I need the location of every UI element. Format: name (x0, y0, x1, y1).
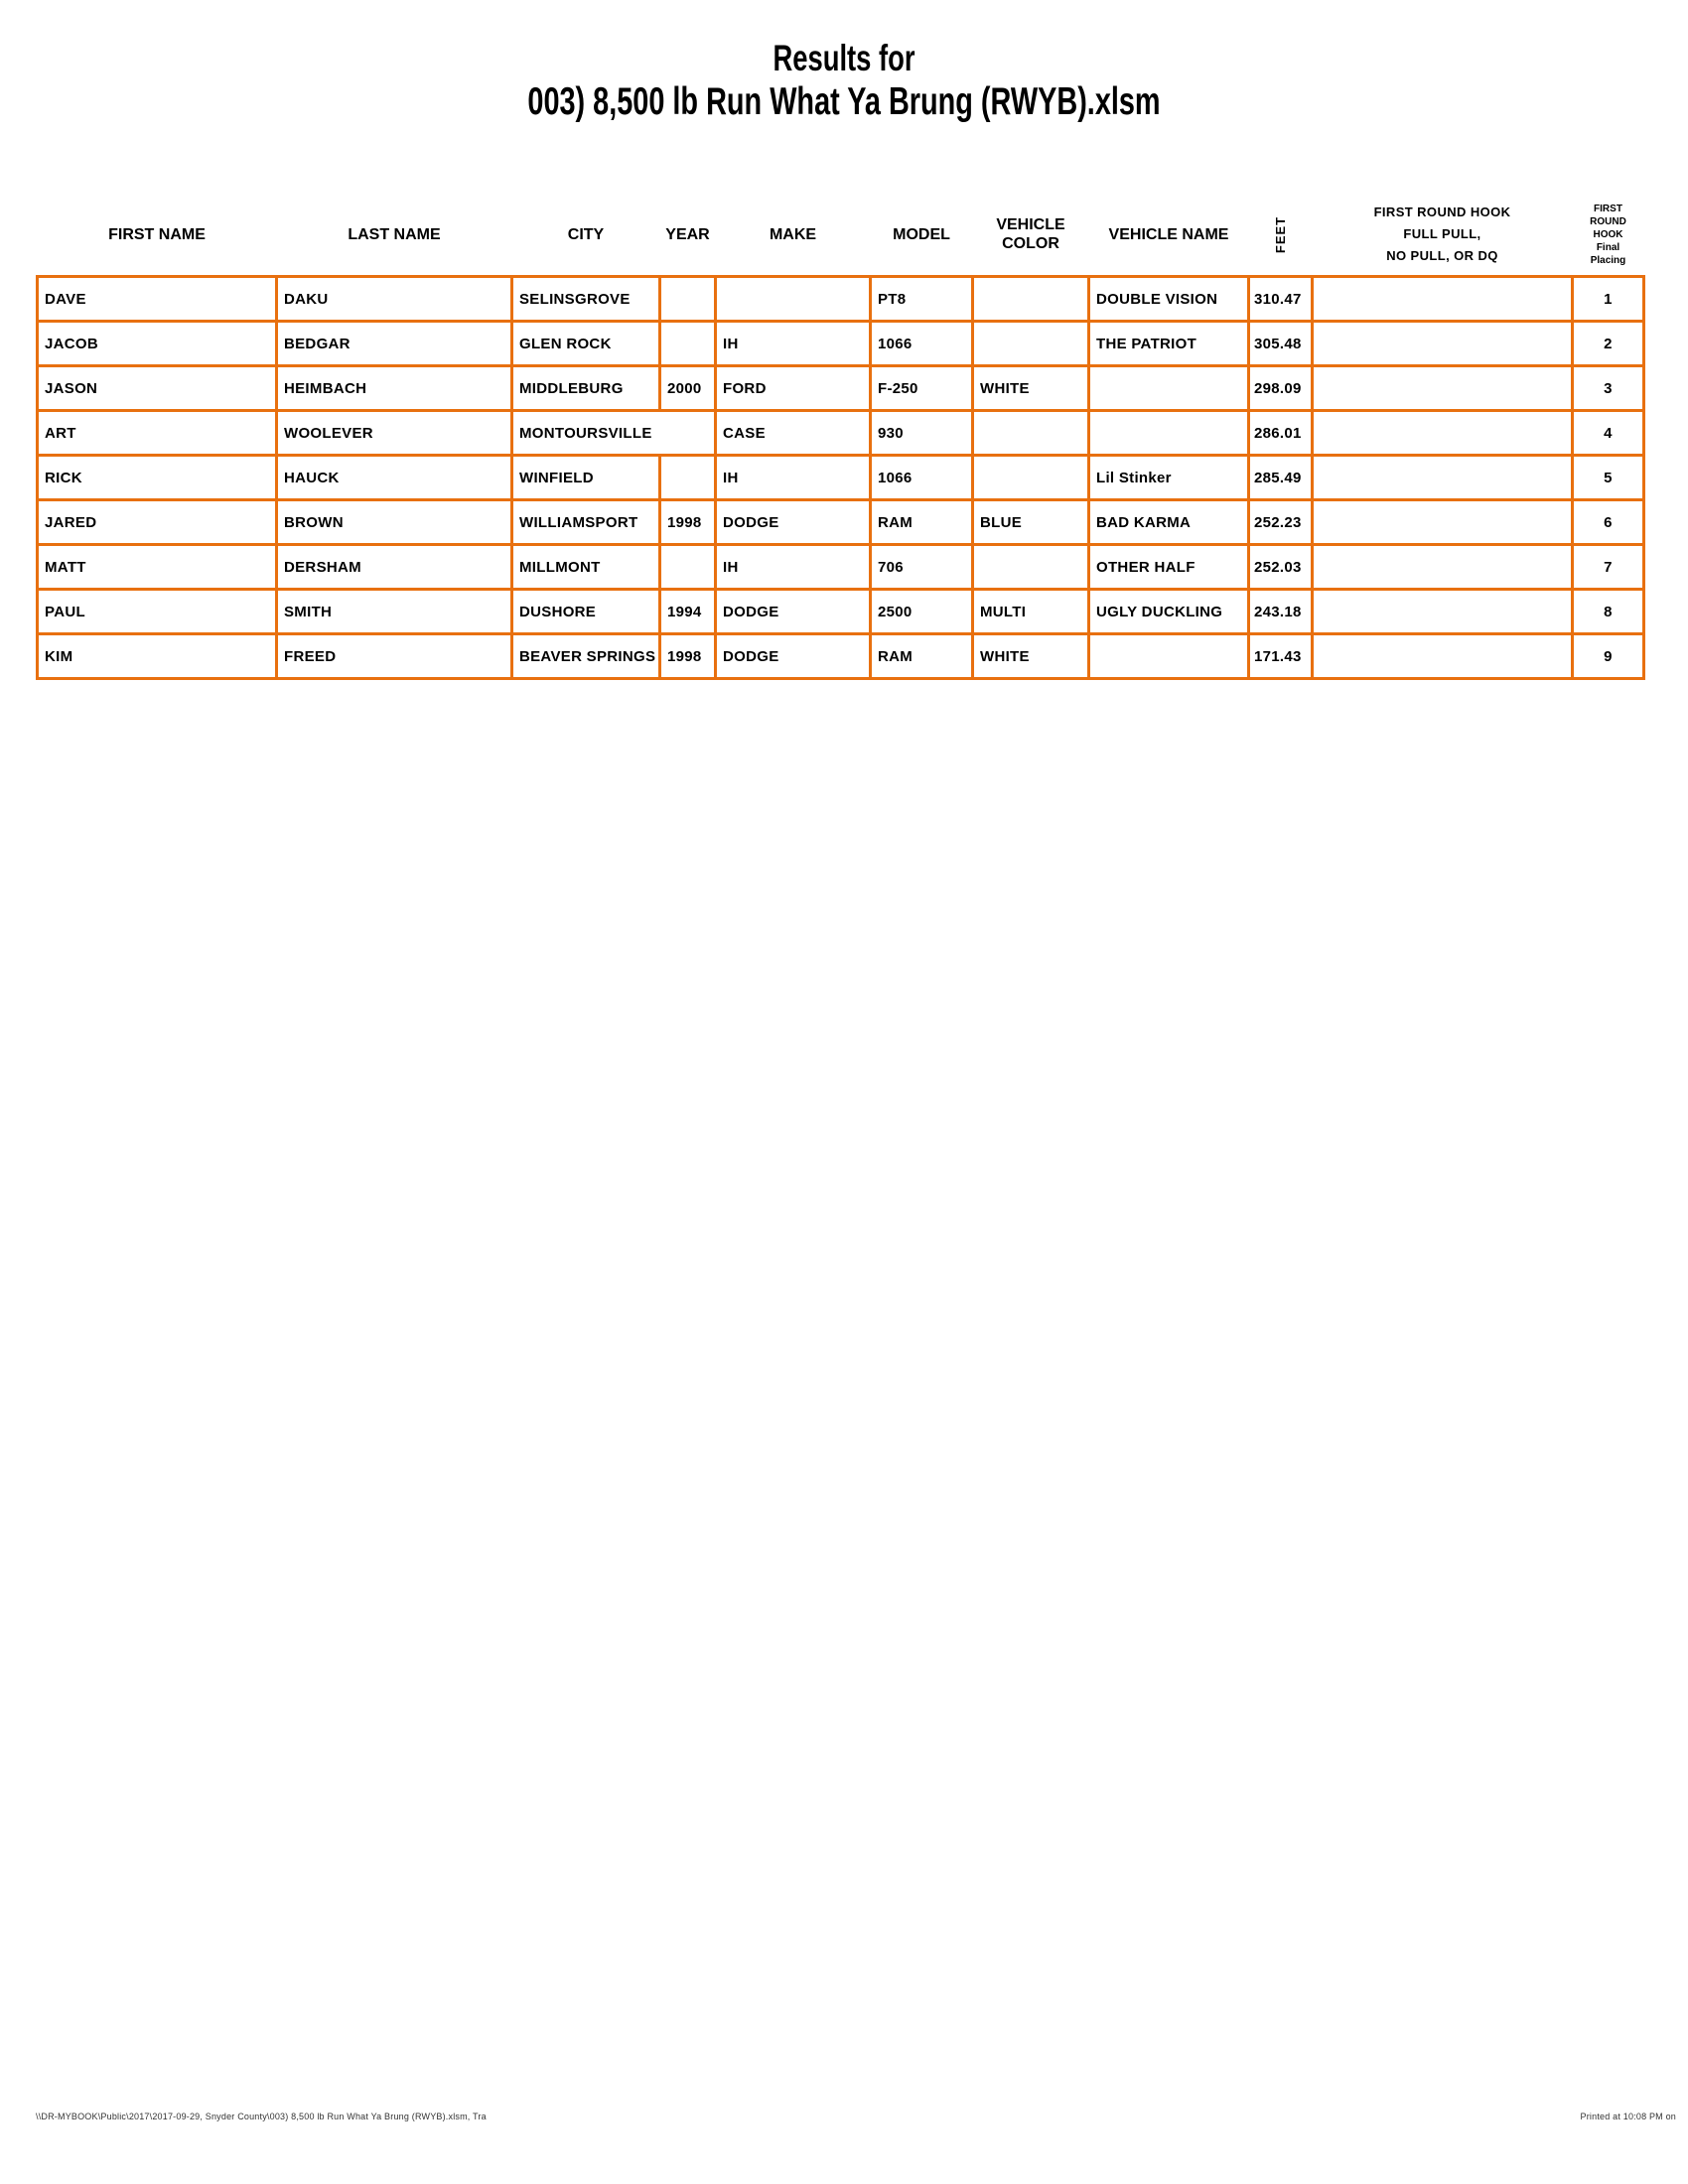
cell-model: RAM (871, 634, 973, 679)
cell-first-name: ART (38, 411, 277, 456)
header-line: COLOR (1002, 235, 1059, 252)
cell-first-round-hook (1313, 545, 1573, 590)
table-header-row (38, 194, 1644, 277)
header-make: MAKE (769, 225, 817, 243)
cell-model: 930 (871, 411, 973, 456)
cell-last-name: WOOLEVER (277, 411, 512, 456)
cell-vehicle-name: BAD KARMA (1089, 500, 1249, 545)
cell-placing: 6 (1573, 500, 1644, 545)
cell-first-round-hook (1313, 500, 1573, 545)
cell-first-name: MATT (38, 545, 277, 590)
cell-vehicle-name: UGLY DUCKLING (1089, 590, 1249, 634)
cell-first-round-hook (1313, 634, 1573, 679)
cell-make: DODGE (716, 500, 871, 545)
header-final-placing (1573, 194, 1644, 277)
header-vehicle-color (973, 194, 1089, 277)
cell-make: DODGE (716, 634, 871, 679)
header-line: VEHICLE (996, 216, 1065, 233)
cell-vehicle-color: WHITE (973, 634, 1089, 679)
cell-year (660, 322, 716, 366)
cell-vehicle-name (1089, 634, 1249, 679)
header-line: ROUND (1590, 215, 1626, 227)
cell-year (660, 277, 716, 322)
cell-model: 2500 (871, 590, 973, 634)
cell-last-name: FREED (277, 634, 512, 679)
cell-vehicle-name (1089, 411, 1249, 456)
cell-city: MILLMONT (512, 545, 660, 590)
cell-vehicle-color: WHITE (973, 366, 1089, 411)
cell-city: WILLIAMSPORT (512, 500, 660, 545)
results-table (36, 194, 1645, 680)
page-title (219, 38, 1469, 125)
title-line-1: Results for (773, 38, 915, 78)
cell-city: MONTOURSVILLE (512, 411, 716, 456)
header-line: FIRST (1594, 203, 1622, 214)
cell-vehicle-name: Lil Stinker (1089, 456, 1249, 500)
header-first-name: FIRST NAME (108, 225, 206, 243)
table-row (38, 590, 1644, 634)
cell-last-name: HAUCK (277, 456, 512, 500)
cell-year: 2000 (660, 366, 716, 411)
cell-year: 1994 (660, 590, 716, 634)
cell-placing: 1 (1573, 277, 1644, 322)
header-vehicle-name: VEHICLE NAME (1108, 225, 1229, 243)
cell-first-round-hook (1313, 322, 1573, 366)
cell-feet: 252.03 (1249, 545, 1313, 590)
cell-feet: 243.18 (1249, 590, 1313, 634)
cell-vehicle-color (973, 411, 1089, 456)
cell-placing: 9 (1573, 634, 1644, 679)
cell-placing: 7 (1573, 545, 1644, 590)
header-feet (1249, 194, 1313, 277)
header-line: HOOK (1593, 228, 1623, 240)
cell-vehicle-name: OTHER HALF (1089, 545, 1249, 590)
cell-first-name: JARED (38, 500, 277, 545)
cell-placing: 8 (1573, 590, 1644, 634)
cell-vehicle-color: MULTI (973, 590, 1089, 634)
results-tbody (38, 277, 1644, 679)
table-row (38, 322, 1644, 366)
cell-model: 1066 (871, 456, 973, 500)
cell-first-name: JACOB (38, 322, 277, 366)
cell-first-round-hook (1313, 366, 1573, 411)
header-first-round-hook (1313, 194, 1573, 277)
header-year: YEAR (665, 225, 710, 243)
table-row (38, 545, 1644, 590)
cell-last-name: SMITH (277, 590, 512, 634)
cell-vehicle-name (1089, 366, 1249, 411)
cell-year (660, 545, 716, 590)
cell-first-round-hook (1313, 456, 1573, 500)
cell-city: WINFIELD (512, 456, 660, 500)
cell-feet: 305.48 (1249, 322, 1313, 366)
cell-city: BEAVER SPRINGS (512, 634, 660, 679)
cell-make: IH (716, 456, 871, 500)
cell-model: PT8 (871, 277, 973, 322)
cell-model: 1066 (871, 322, 973, 366)
cell-last-name: DAKU (277, 277, 512, 322)
cell-feet: 298.09 (1249, 366, 1313, 411)
cell-model: 706 (871, 545, 973, 590)
cell-first-name: RICK (38, 456, 277, 500)
cell-last-name: DERSHAM (277, 545, 512, 590)
cell-first-name: DAVE (38, 277, 277, 322)
cell-model: RAM (871, 500, 973, 545)
table-row (38, 500, 1644, 545)
cell-first-name: PAUL (38, 590, 277, 634)
cell-make (716, 277, 871, 322)
cell-vehicle-color (973, 322, 1089, 366)
cell-feet: 310.47 (1249, 277, 1313, 322)
header-line: Final (1596, 241, 1620, 253)
cell-year (660, 456, 716, 500)
cell-model: F-250 (871, 366, 973, 411)
header-last-name: LAST NAME (348, 225, 441, 243)
table-row (38, 634, 1644, 679)
cell-last-name: BROWN (277, 500, 512, 545)
cell-city: SELINSGROVE (512, 277, 660, 322)
header-model: MODEL (893, 225, 950, 243)
header-line: FIRST ROUND HOOK (1373, 205, 1511, 219)
header-line: Placing (1590, 254, 1626, 266)
title-line-2: 003) 8,500 lb Run What Ya Brung (RWYB).xlsm (527, 80, 1161, 123)
table-row (38, 456, 1644, 500)
cell-placing: 3 (1573, 366, 1644, 411)
cell-feet: 285.49 (1249, 456, 1313, 500)
header-feet-label: FEET (1272, 215, 1288, 253)
cell-year: 1998 (660, 500, 716, 545)
cell-vehicle-name: THE PATRIOT (1089, 322, 1249, 366)
cell-make: DODGE (716, 590, 871, 634)
cell-vehicle-color (973, 545, 1089, 590)
cell-feet: 252.23 (1249, 500, 1313, 545)
cell-city: GLEN ROCK (512, 322, 660, 366)
header-line: FULL PULL, (1403, 226, 1481, 241)
cell-vehicle-color: BLUE (973, 500, 1089, 545)
cell-vehicle-color (973, 456, 1089, 500)
cell-first-round-hook (1313, 411, 1573, 456)
cell-city: DUSHORE (512, 590, 660, 634)
cell-placing: 5 (1573, 456, 1644, 500)
table-row (38, 366, 1644, 411)
header-line: NO PULL, OR DQ (1386, 248, 1498, 263)
cell-make: CASE (716, 411, 871, 456)
footer-printed-at: Printed at 10:08 PM on (1580, 2112, 1676, 2121)
cell-last-name: HEIMBACH (277, 366, 512, 411)
cell-year: 1998 (660, 634, 716, 679)
cell-feet: 286.01 (1249, 411, 1313, 456)
cell-make: IH (716, 322, 871, 366)
cell-first-round-hook (1313, 277, 1573, 322)
cell-first-round-hook (1313, 590, 1573, 634)
cell-placing: 2 (1573, 322, 1644, 366)
cell-last-name: BEDGAR (277, 322, 512, 366)
cell-make: IH (716, 545, 871, 590)
footer-file-path: \\DR-MYBOOK\Public\2017\2017-09-29, Snyder County\003) 8,500 lb Run What Ya Brung (RWYB).xlsm, Tra (36, 2112, 487, 2121)
cell-vehicle-color (973, 277, 1089, 322)
header-city: CITY (567, 225, 605, 243)
cell-city: MIDDLEBURG (512, 366, 660, 411)
cell-vehicle-name: DOUBLE VISION (1089, 277, 1249, 322)
table-row (38, 411, 1644, 456)
cell-first-name: JASON (38, 366, 277, 411)
table-row (38, 277, 1644, 322)
cell-feet: 171.43 (1249, 634, 1313, 679)
cell-first-name: KIM (38, 634, 277, 679)
cell-make: FORD (716, 366, 871, 411)
cell-placing: 4 (1573, 411, 1644, 456)
